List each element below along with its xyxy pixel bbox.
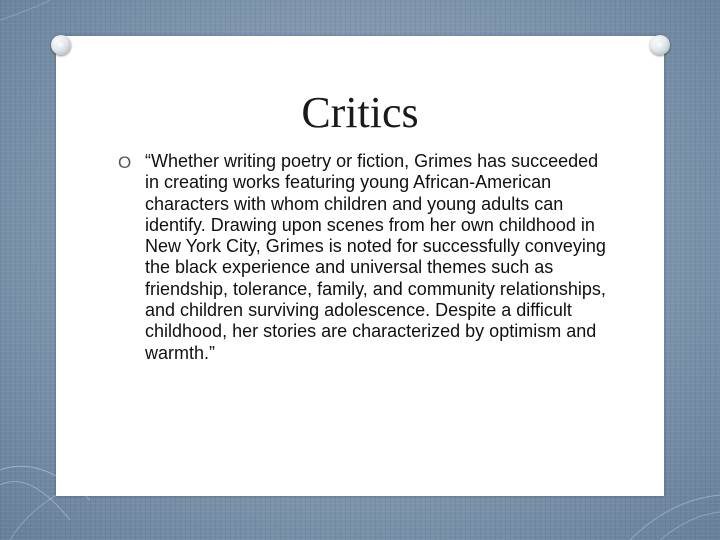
pin-left-icon: [51, 35, 71, 55]
slide-title: Critics: [301, 88, 419, 137]
bullet-list: [118, 151, 608, 364]
critic-quote-text: “Whether writing poetry or fiction, Grimes has succeeded in creating works featuring young African-American characters with whom children and young adults can identify. Drawing upon scenes from her own childhood in New York City, Grimes is noted for successfully conveying the black experience and universal themes such as friendship, tolerance, family, and community relationships, and children surviving adolescence. Despite a difficult childhood, her stories are characterized by optimism and warmth.”: [145, 151, 606, 363]
pin-right-icon: [650, 35, 670, 55]
bullet-marker-icon: O: [118, 153, 132, 172]
bullet-item-quote: [118, 151, 608, 364]
